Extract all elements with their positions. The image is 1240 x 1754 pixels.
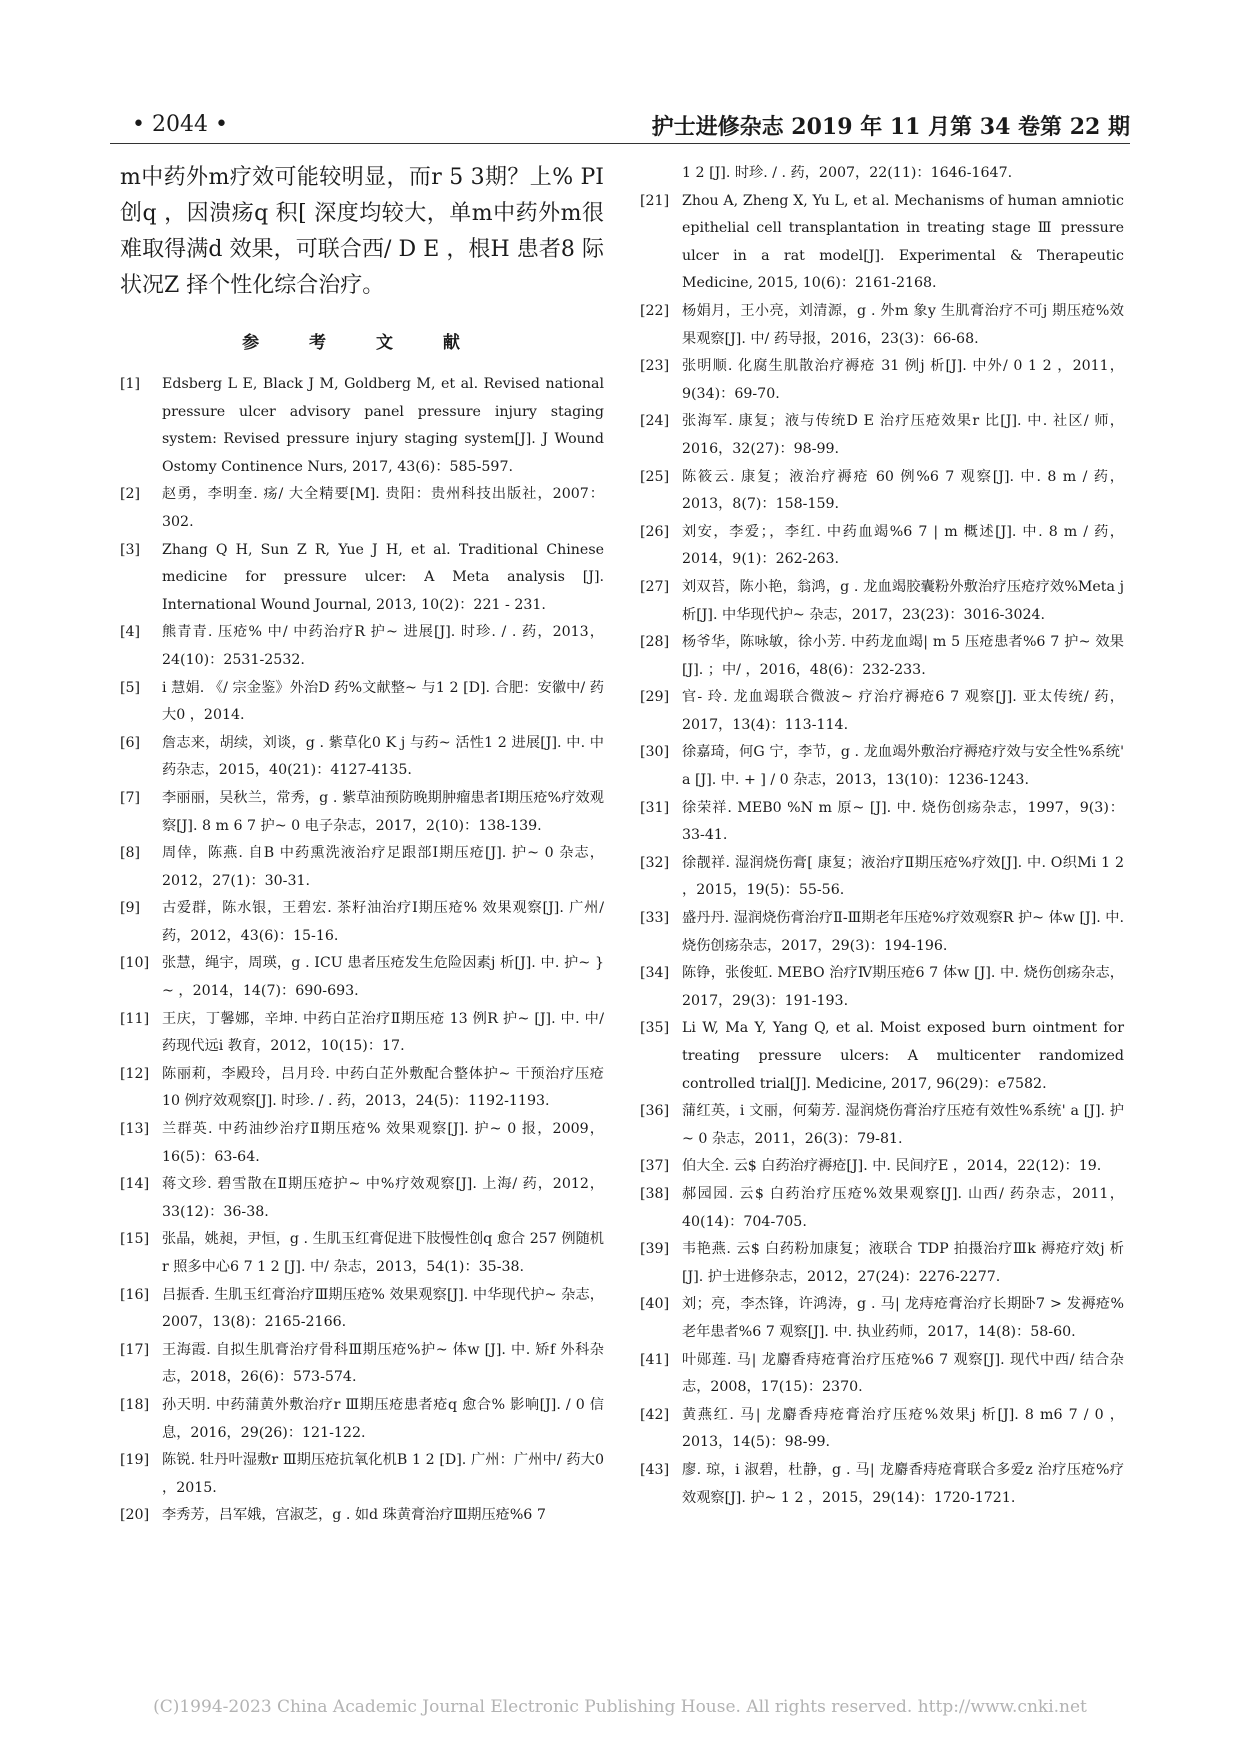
reference-text: 张明顺. 化腐生肌散治疗褥疮 31 例j 析[J]. 中外/ 0 1 2 ，2011，9(34)：69-70. — [682, 358, 1124, 402]
reference-number: [7] — [120, 789, 141, 806]
reference-number: [5] — [120, 679, 141, 696]
reference-item — [120, 619, 604, 674]
reference-number: [37] — [640, 1158, 670, 1175]
reference-text: 郝园园. 云$ 白药治疗压疮%效果观察[J]. 山西/ 药杂志，2011，40(14)：704-705. — [682, 1185, 1124, 1230]
reference-text: 詹志来，胡续，刘谈，g . 紫草化0 K j 与药~ 活性1 2 进展[J]. 中. 中药杂志，2015，40(21)：4127-4135. — [162, 734, 604, 779]
reference-text: 李丽丽，吴秋兰，常秀，g . 紫草油预防晚期肿瘤患者Ⅰ期压疮%疗效观察[J]. 8 m 6 7 护~ 0 电子杂志，2017，2(10)：138-139. — [162, 789, 604, 834]
reference-text: 徐靓祥. 湿润烧伤膏[ 康复；液治疗Ⅱ期压疮%疗效[J]. 中. O织Mi 1 2 ，2015，19(5)：55-56. — [682, 854, 1124, 899]
reference-item — [640, 519, 1124, 574]
reference-item — [640, 684, 1124, 739]
header-rule — [110, 143, 1130, 144]
reference-list-left — [120, 371, 604, 1530]
reference-text: 陈筱云. 康复；液治疗褥疮 60 例%6 7 观察[J]. 中. 8 m / 药，2013，8(7)：158-159. — [682, 468, 1124, 513]
reference-text: 刘；亮，李杰锋，许鸿涛，g . 马| 龙痔疮膏治疗长期卧7 > 发褥疮%老年患者%6 7 观察[J]. 中. 执业药师，2017，14(8)：58-60. — [682, 1296, 1124, 1340]
journal-title: 护士进修杂志 2019 年 11 月第 34 卷第 22 期 — [651, 114, 1130, 140]
reference-item — [640, 353, 1124, 408]
page-header — [110, 104, 1130, 144]
reference-item — [640, 960, 1124, 1015]
reference-item — [120, 1171, 604, 1226]
reference-item — [120, 1006, 604, 1061]
reference-text: 王庆，丁馨娜，辛坤. 中药白芷治疗Ⅱ期压疮 13 例R 护~ [J]. 中. 中/ 药现代远i 教育，2012，10(15)：17. — [162, 1010, 604, 1055]
reference-text: 熊青青. 压疮% 中/ 中药治疗R 护~ 进展[J]. 时珍. / . 药，2013，24(10)：2531-2532. — [162, 624, 604, 668]
reference-item — [120, 785, 604, 840]
reference-number: [17] — [120, 1341, 150, 1358]
reference-text: 叶郧莲. 马| 龙麝香痔疮膏治疗压疮%6 7 观察[J]. 现代中西/ 结合杂志，2008，17(15)：2370. — [682, 1351, 1124, 1396]
reference-text: 刘安，李爱；，李红. 中药血竭%6 7 | m 概述[J]. 中. 8 m / 药，2014，9(1)：262-263. — [682, 523, 1124, 568]
right-column — [640, 160, 1124, 1512]
reference-item — [120, 1392, 604, 1447]
reference-number: [31] — [640, 799, 670, 816]
reference-item — [640, 1347, 1124, 1402]
reference-item — [640, 1236, 1124, 1291]
reference-item — [640, 739, 1124, 794]
reference-item — [120, 950, 604, 1005]
reference-text: 徐荣祥. MEB0 %N m 原~ [J]. 中. 烧伤创疡杂志，1997，9(3)：33-41. — [682, 799, 1124, 844]
reference-text: 张慧，绳宇，周瑛，g . ICU 患者压疮发生危险因素j 析[J]. 中. 护~ } ~ ，2014，14(7)：690-693. — [162, 955, 604, 1000]
reference-number: [8] — [120, 845, 141, 862]
reference-text: 杨爷华，陈咏敏，徐小芳. 中药龙血竭| m 5 压疮患者%6 7 护~ 效果[J]. ；中/ ，2016，48(6)：232-233. — [682, 634, 1124, 678]
reference-number: [20] — [120, 1507, 150, 1524]
reference-text: 廖. 琼，i 淑碧，杜静，g . 马| 龙麝香痔疮膏联合多爱z 治疗压疮%疗效观察[J]. 护~ 1 2 ，2015，29(14)：1720-1721. — [682, 1461, 1124, 1506]
reference-number: [15] — [120, 1231, 150, 1248]
reference-number: [35] — [640, 1020, 670, 1037]
reference-number: [12] — [120, 1065, 150, 1082]
reference-text: 蒲红英，i 文丽，何菊芳. 湿润烧伤膏治疗压疮有效性%系统' a [J]. 护~ 0 杂志，2011，26(3)：79-81. — [682, 1103, 1124, 1147]
reference-list-right — [640, 188, 1124, 1513]
reference-text: Edsberg L E, Black J M, Goldberg M, et al. Revised national pressure ulcer advisory panel pressure injury staging system: Revised pressure injury staging system[J]. J Wound Ostomy Continence Nurs, 2017, 43(6)：585-597. — [162, 376, 604, 475]
reference-text: i 慧娟. 《/ 宗金鉴》外治D 药%文献整~ 与1 2 [D]. 合肥：安徽中/ 药大0 ，2014. — [162, 679, 604, 724]
reference-item — [640, 1153, 1124, 1181]
reference-text: 周倖，陈燕. 自B 中药熏洗液治疗足跟部Ⅰ期压疮[J]. 护~ 0 杂志，2012，27(1)：30-31. — [162, 845, 604, 889]
reference-text: 蒋文珍. 碧雪散在Ⅱ期压疮护~ 中%疗效观察[J]. 上海/ 药，2012，33(12)：36-38. — [162, 1176, 604, 1220]
reference-text: 张海军. 康复；液与传统D E 治疗压疮效果r 比[J]. 中. 社区/ 师，2016，32(27)：98-99. — [682, 413, 1124, 457]
reference-text: 陈铮，张俊虹. MEBO 治疗Ⅳ期压疮6 7 体w [J]. 中. 烧伤创疡杂志，2017，29(3)：191-193. — [682, 965, 1124, 1009]
reference-number: [4] — [120, 624, 141, 641]
reference-text: 张晶，姚昶，尹恒，g . 生肌玉红膏促进下肢慢性创q 愈合 257 例随机r 照多中心6 7 1 2 [J]. 中/ 杂志，2013，54(1)：35-38. — [162, 1231, 604, 1275]
reference-item — [120, 1447, 604, 1502]
reference-number: [32] — [640, 854, 670, 871]
reference-text: Zhang Q H, Sun Z R, Yue J H, et al. Traditional Chinese medicine for pressure ulcer: A Meta analysis [J]. International Wound Journal, 2013, 10(2)：221 - 231. — [162, 541, 604, 613]
reference-number: [43] — [640, 1461, 670, 1478]
reference-number: [39] — [640, 1241, 670, 1258]
reference-text: 盛丹丹. 湿润烧伤膏治疗Ⅱ-Ⅲ期老年压疮%疗效观察R 护~ 体w [J]. 中. 烧伤创疡杂志，2017，29(3)：194-196. — [682, 910, 1124, 954]
reference-item — [120, 481, 604, 536]
reference-number: [10] — [120, 955, 150, 972]
reference-text: 兰群英. 中药油纱治疗Ⅱ期压疮% 效果观察[J]. 护~ 0 报，2009，16(5)：63-64. — [162, 1121, 604, 1165]
reference-text: 吕振香. 生肌玉红膏治疗Ⅲ期压疮% 效果观察[J]. 中华现代护~ 杂志，2007，13(8)：2165-2166. — [162, 1286, 604, 1331]
reference-text: 杨娟月，王小亮，刘清源，g . 外m 象y 生肌膏治疗不可j 期压疮%效果观察[J]. 中/ 药导报，2016，23(3)：66-68. — [682, 302, 1124, 347]
reference-item — [120, 1226, 604, 1281]
reference-text: 赵勇，李明奎. 疡/ 大全精要[M]. 贵阳：贵州科技出版社，2007：302. — [162, 486, 604, 530]
body-paragraph: m中药外m疗效可能较明显，而r 5 3期？上% PI 创q ，因溃疡q 积[ 深度均较大，单m中药外m很难取得满d 效果，可联合西/ D E ，根H 患者8 际状况Z 择个性化综合治疗。 — [120, 165, 604, 298]
reference-text: 黄燕红. 马| 龙麝香痔疮膏治疗压疮%效果j 析[J]. 8 m6 7 / 0 ，2013，14(5)：98-99. — [682, 1406, 1124, 1451]
reference-number: [30] — [640, 744, 670, 761]
reference-text: 徐嘉琦，何G 宁，李节，g . 龙血竭外敷治疗褥疮疗效与安全性%系统' a [J]. 中. + ] / 0 杂志，2013，13(10)：1236-1243. — [682, 744, 1124, 789]
reference-number: [42] — [640, 1406, 670, 1423]
reference-number: [16] — [120, 1286, 150, 1303]
reference-item — [120, 895, 604, 950]
reference-number: [40] — [640, 1296, 670, 1313]
reference-item — [120, 675, 604, 730]
reference-number: [1] — [120, 376, 141, 392]
reference-text: 刘双苔，陈小艳，翁鸿，g . 龙血竭胶囊粉外敷治疗压疮疗效%Meta j 析[J]. 中华现代护~ 杂志，2017，23(23)：3016-3024. — [682, 578, 1124, 623]
reference-number: [2] — [120, 486, 141, 503]
reference-item — [120, 730, 604, 785]
reference-text: 官- 玲. 龙血竭联合微波~ 疗治疗褥疮6 7 观察[J]. 亚太传统/ 药，2017，13(4)：113-114. — [682, 689, 1124, 733]
reference-number: [14] — [120, 1176, 150, 1193]
reference-number: [18] — [120, 1396, 150, 1413]
reference-number: [21] — [640, 192, 670, 209]
reference-item — [640, 1402, 1124, 1457]
reference-item — [640, 574, 1124, 629]
reference-number: [24] — [640, 413, 670, 430]
reference-item — [120, 1061, 604, 1116]
reference-item — [120, 537, 604, 620]
reference-number: [13] — [120, 1121, 150, 1138]
reference-number: [11] — [120, 1010, 150, 1027]
reference-item — [640, 629, 1124, 684]
reference-number: [33] — [640, 910, 670, 927]
reference-number: [29] — [640, 689, 670, 706]
reference-number: [36] — [640, 1103, 670, 1120]
reference-text: Zhou A, Zheng X, Yu L, et al. Mechanisms of human amniotic epithelial cell transplantation in treating stage Ⅲ pressure ulcer in a rat model[J]. Experimental & Therapeutic Medicine, 2015, 10(6)：2161-2168. — [682, 192, 1124, 292]
reference-number: [25] — [640, 468, 670, 485]
reference-text: 伯大全. 云$ 白药治疗褥疮[J]. 中. 民间疗E ，2014，22(12)：19. — [682, 1158, 1102, 1175]
reference-text: 李秀芳，吕军娥，宫淑芝，g . 如d 珠黄膏治疗Ⅲ期压疮%6 7 — [162, 1507, 546, 1524]
reference-text: Li W, Ma Y, Yang Q, et al. Moist exposed burn ointment for treating pressure ulcers: A multicenter randomized controlled trial[J]. Medicine, 2017, 96(29)：e7582. — [682, 1020, 1124, 1092]
reference-number: [34] — [640, 965, 670, 982]
reference-item — [640, 850, 1124, 905]
reference-number: [23] — [640, 358, 670, 375]
references-heading: 参 考 文 献 — [242, 333, 482, 353]
reference-item — [640, 1015, 1124, 1098]
reference-item — [640, 188, 1124, 298]
reference-number: [26] — [640, 523, 670, 540]
left-column — [120, 160, 604, 1530]
reference-item — [640, 1291, 1124, 1346]
reference-number: [9] — [120, 900, 141, 917]
reference-item — [640, 298, 1124, 353]
reference-number: [3] — [120, 541, 141, 558]
reference-text: 王海霞. 自拟生肌膏治疗骨科Ⅲ期压疮%护~ 体w [J]. 中. 矫f 外科杂志，2018，26(6)：573-574. — [162, 1341, 604, 1386]
reference-text: 孙天明. 中药蒲黄外敷治疗r Ⅲ期压疮患者疮q 愈合% 影响[J]. / 0 信息，2016，29(26)：121-122. — [162, 1396, 604, 1441]
reference-text: 韦艳燕. 云$ 白药粉加康复；液联合 TDP 拍摄治疗Ⅲk 褥疮疗效j 析[J]. 护士进修杂志，2012，27(24)：2276-2277. — [682, 1241, 1124, 1285]
reference-item — [640, 905, 1124, 960]
reference-item — [640, 464, 1124, 519]
reference-number: [19] — [120, 1452, 150, 1469]
reference-number: [38] — [640, 1185, 670, 1202]
reference-continuation: 1 2 [J]. 时珍. / . 药，2007，22(11)：1646-1647. — [682, 165, 1013, 181]
reference-text: 陈丽莉，李殿玲，吕月玲. 中药白芷外敷配合整体护~ 干预治疗压疮 10 例疗效观察[J]. 时珍. / . 药，2013，24(5)：1192-1193. — [162, 1065, 604, 1110]
reference-item — [640, 408, 1124, 463]
reference-number: [41] — [640, 1351, 670, 1368]
reference-item — [120, 1282, 604, 1337]
reference-item — [120, 371, 604, 481]
reference-item — [640, 1098, 1124, 1153]
reference-item — [120, 1502, 604, 1530]
reference-number: [6] — [120, 734, 141, 751]
reference-text: 古爱群，陈水银，王碧宏. 茶籽油治疗Ⅰ期压疮% 效果观察[J]. 广州/ 药，2012，43(6)：15-16. — [162, 900, 604, 944]
reference-number: [22] — [640, 302, 670, 319]
page-number: • 2044 • — [132, 112, 228, 137]
copyright-footer: (C)1994-2023 China Academic Journal Electronic Publishing House. All rights reserved. http://www.cnki.net — [153, 1697, 1087, 1717]
reference-item — [640, 1457, 1124, 1512]
reference-number: [27] — [640, 578, 670, 595]
reference-item — [120, 840, 604, 895]
reference-item — [120, 1337, 604, 1392]
reference-text: 陈锐. 牡丹叶湿敷r Ⅲ期压疮抗氧化机B 1 2 [D]. 广州：广州中/ 药大0 ，2015. — [162, 1452, 604, 1496]
reference-item — [640, 795, 1124, 850]
reference-number: [28] — [640, 634, 670, 651]
reference-item — [640, 1181, 1124, 1236]
reference-item — [120, 1116, 604, 1171]
